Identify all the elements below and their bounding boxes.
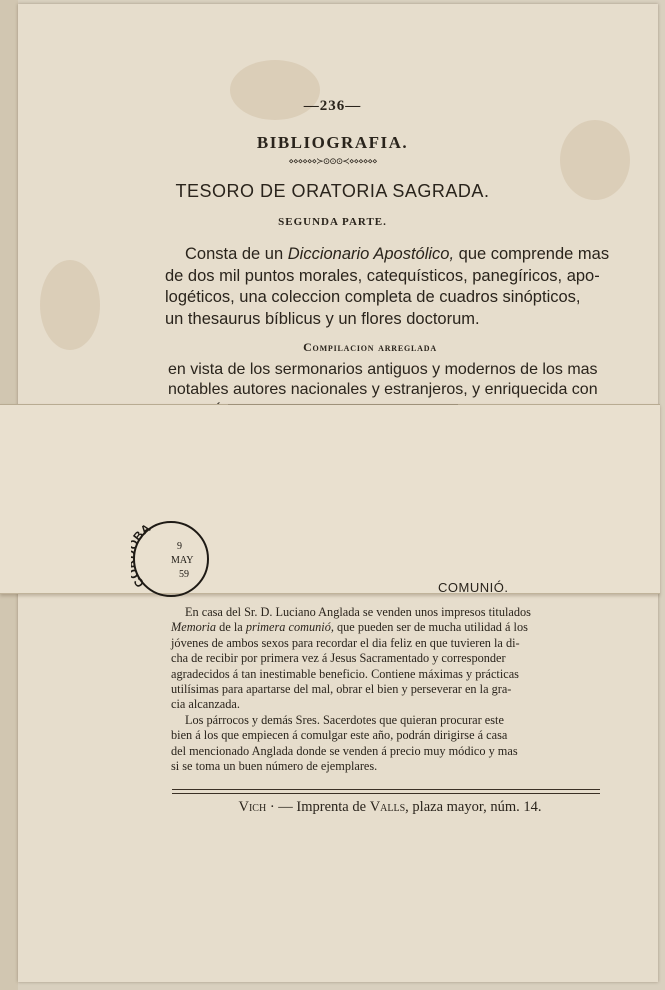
- announcement-heading: COMUNIÓ.: [438, 580, 509, 595]
- book-subtitle: SEGUNDA PARTE.: [278, 216, 387, 228]
- postmark-month: MAY: [171, 555, 194, 566]
- announcement-line: si se toma un buen número de ejemplares.: [171, 759, 378, 774]
- postmark-stamp: [131, 519, 211, 599]
- printer-imprint: Vich · — Imprenta de Valls, plaza mayor, núm. 14.: [238, 799, 542, 815]
- postmark-day: 9: [177, 541, 182, 552]
- footer-rule: [172, 793, 600, 794]
- compilation-heading: Compilacion arreglada: [303, 340, 437, 354]
- folded-flap: [0, 404, 660, 594]
- announcement-line: cha de recibir por primera vez á Jesus Sacramentado y corresponder: [171, 651, 506, 666]
- footer-rule: [172, 789, 600, 790]
- flap-crease: [228, 404, 458, 405]
- ornament-divider: ⋄⋄⋄⋄⋄⋄≻⊙⊙⊙≺⋄⋄⋄⋄⋄⋄: [288, 156, 377, 166]
- section-heading: BIBLIOGRAFIA.: [256, 133, 409, 152]
- announcement-line: En casa del Sr. D. Luciano Anglada se venden unos impresos titulados: [185, 605, 531, 619]
- announcement-line: cia alcanzada.: [171, 697, 240, 712]
- paragraph-line: en vista de los sermonarios antiguos y modernos de los mas: [168, 361, 598, 378]
- announcement-line: bien á los que empiecen á comulgar este año, podrán dirigirse á casa: [171, 728, 508, 743]
- announcement-line: Memoria de la primera comunió, que pueden ser de mucha utilidad á los: [171, 620, 528, 635]
- age-stain: [40, 260, 100, 350]
- announcement-line: utilísimas para apartarse del mal, obrar el bien y perseverar en la gra-: [171, 682, 512, 697]
- announcement-line: del mencionado Anglada donde se venden á precio muy módico y mas: [171, 743, 518, 758]
- announcement-text: [171, 605, 601, 774]
- paragraph-line: un thesaurus bíblicus y un flores doctorum.: [165, 309, 480, 328]
- paragraph-line: de dos mil puntos morales, catequísticos, panegíricos, apo-: [165, 266, 600, 285]
- book-title: TESORO DE ORATORIA SAGRADA.: [175, 181, 490, 201]
- postmark-city: C BA: [131, 520, 154, 591]
- announcement-line: agradecidos á tan inestimable beneficio. Contiene máximas y prácticas: [171, 666, 519, 681]
- page-number: —236—: [303, 98, 362, 114]
- announcement-line: Los párrocos y demás Sres. Sacerdotes que quieran procurar este: [185, 712, 504, 727]
- postmark-year: 59: [179, 569, 189, 580]
- description-paragraph: [165, 244, 610, 330]
- paragraph-line: Consta de un Diccionario Apostólico, que comprende mas: [185, 245, 610, 263]
- paragraph-line: logéticos, una coleccion completa de cuadros sinópticos,: [165, 288, 581, 306]
- paragraph-line: notables autores nacionales y estranjeros, y enriquecida con: [168, 381, 598, 398]
- svg-text:CÓRDOBA: [131, 521, 153, 591]
- announcement-line: jóvenes de ambos sexos para recordar el dia feliz en que tuvieren la di-: [171, 635, 520, 650]
